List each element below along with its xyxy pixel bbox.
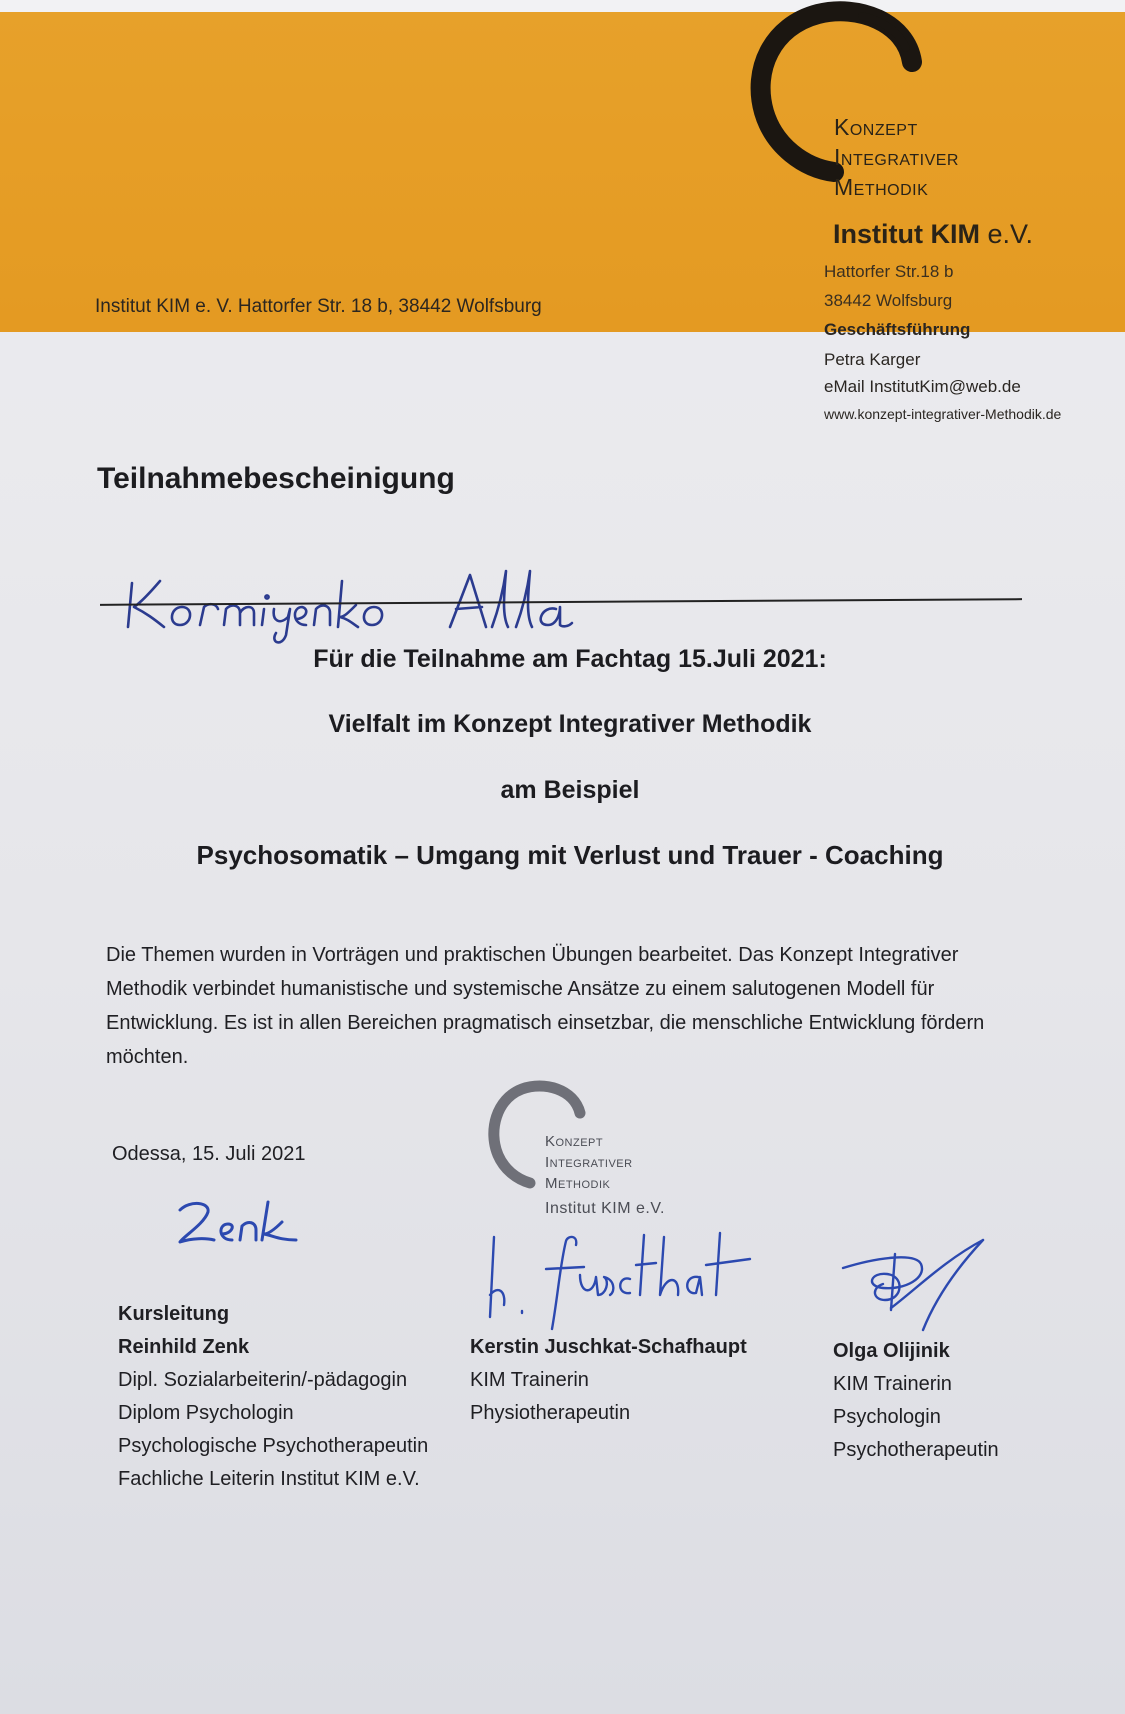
institute-name bbox=[833, 219, 1033, 250]
subject-line: Psychosomatik – Umgang mit Verlust und Trauer - Coaching bbox=[196, 840, 944, 870]
stamp-word-integrativer: Integrativer bbox=[545, 1154, 633, 1171]
signature-zenk bbox=[170, 1190, 340, 1270]
signatory-title: Fachliche Leiterin Institut KIM e.V. bbox=[118, 1468, 420, 1490]
signatory-name: Kerstin Juschkat-Schafhaupt bbox=[470, 1336, 747, 1358]
stamp-institute: Institut KIM e.V. bbox=[545, 1200, 665, 1217]
signatory-olijinik bbox=[833, 1335, 999, 1467]
institute-name-suffix: e.V. bbox=[987, 219, 1034, 249]
contact-manager: Petra Karger bbox=[824, 350, 921, 369]
signature-juschkat bbox=[480, 1225, 770, 1335]
participation-line: Für die Teilnahme am Fachtag 15.Juli 2021: bbox=[313, 645, 827, 673]
signatory-title: Dipl. Sozialarbeiterin/-pädagogin bbox=[118, 1369, 408, 1391]
contact-city: 38442 Wolfsburg bbox=[824, 291, 953, 310]
orange-header-band bbox=[0, 10, 1125, 332]
logo-word-konzept: Konzept bbox=[834, 114, 918, 140]
signatory-role: Kursleitung bbox=[118, 1303, 230, 1325]
topic-line: Vielfalt im Konzept Integrativer Methodik bbox=[328, 710, 812, 738]
signatory-title: Physiotherapeutin bbox=[470, 1402, 631, 1424]
signatory-title: Psychologin bbox=[833, 1406, 941, 1428]
example-line: am Beispiel bbox=[500, 776, 640, 804]
signatory-name: Reinhild Zenk bbox=[118, 1336, 250, 1358]
signature-olijinik bbox=[835, 1230, 1005, 1340]
institute-name-main: Institut KIM bbox=[833, 219, 980, 249]
header-address: Institut KIM e. V. Hattorfer Str. 18 b, 38442 Wolfsburg bbox=[95, 296, 542, 317]
stamp-word-methodik: Methodik bbox=[545, 1175, 611, 1192]
top-paper-edge bbox=[0, 0, 1125, 12]
place-date: Odessa, 15. Juli 2021 bbox=[112, 1143, 306, 1165]
description-paragraph: Die Themen wurden in Vorträgen und praktischen Übungen bearbeitet. Das Konzept Integrativer Methodik verbindet humanistische und systemische Ansätze zu einem salutogenen Modell für Entwicklung. Es ist in allen Bereichen pragmatisch einsetzbar, die menschliche Entwicklung fördern möchten. bbox=[106, 944, 985, 1068]
stamp-word-konzept: Konzept bbox=[545, 1133, 604, 1150]
logo-word-integrativer: Integrativer bbox=[834, 144, 959, 170]
signatory-title: KIM Trainerin bbox=[470, 1369, 589, 1391]
signatory-title: KIM Trainerin bbox=[833, 1373, 952, 1395]
contact-street: Hattorfer Str.18 b bbox=[824, 262, 954, 281]
document-title: Teilnahmebescheinigung bbox=[97, 462, 455, 495]
logo-word-methodik: Methodik bbox=[834, 174, 929, 200]
signatory-name: Olga Olijinik bbox=[833, 1340, 950, 1362]
contact-email: eMail InstitutKim@web.de bbox=[824, 377, 1021, 396]
signatory-kursleitung bbox=[118, 1298, 428, 1496]
contact-management-label: Geschäftsführung bbox=[824, 320, 971, 339]
contact-website: www.konzept-integrativer-Methodik.de bbox=[824, 406, 1062, 422]
signatory-title: Psychotherapeutin bbox=[833, 1439, 999, 1461]
signatory-title: Psychologische Psychotherapeutin bbox=[118, 1435, 429, 1457]
signatory-title: Diplom Psychologin bbox=[118, 1402, 294, 1424]
signatory-juschkat bbox=[470, 1331, 747, 1430]
